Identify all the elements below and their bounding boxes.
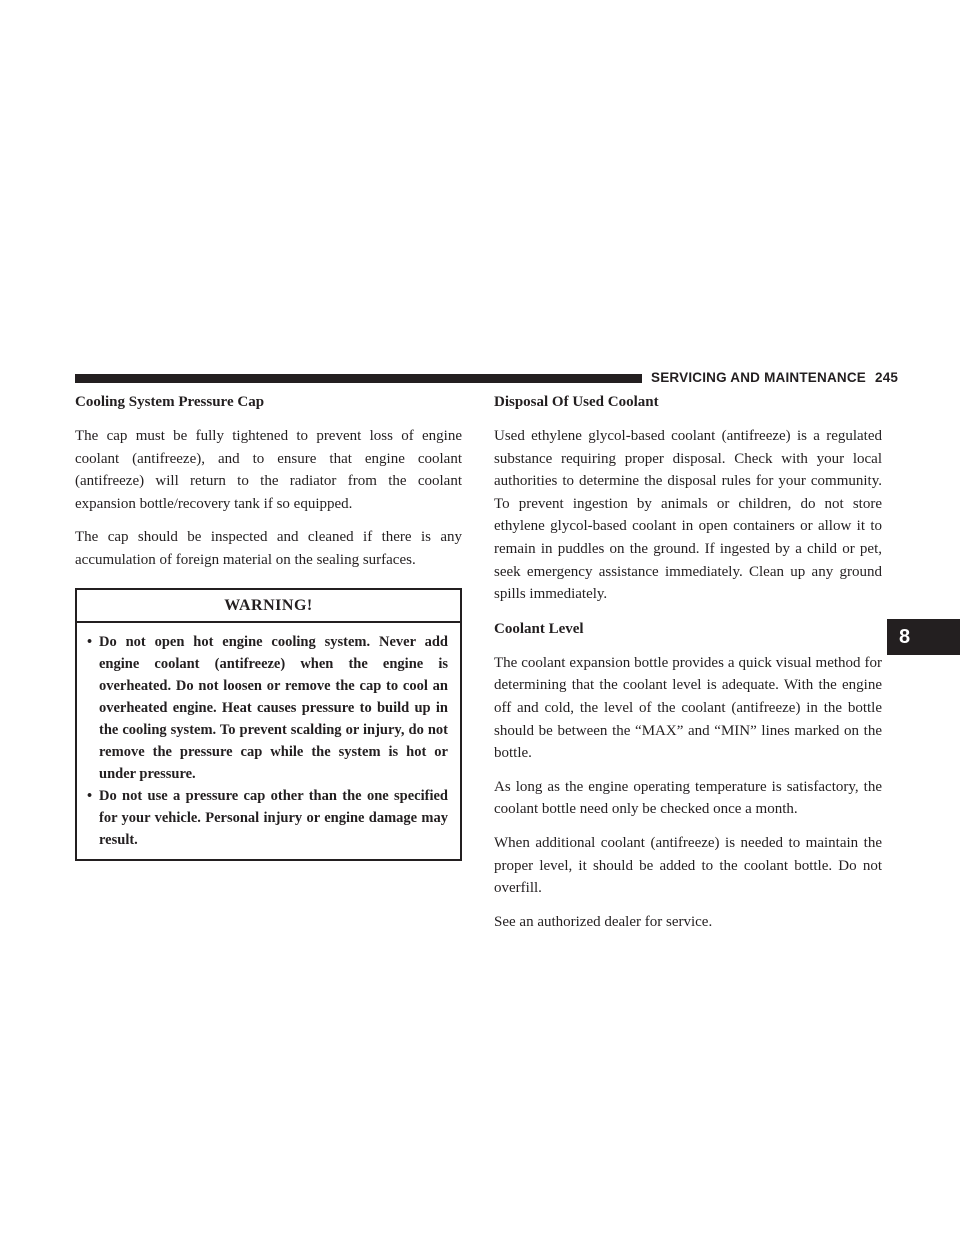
warning-list	[77, 623, 460, 859]
warning-item-text: Do not use a pressure cap other than the one specified for your vehicle. Personal injury or engine damage may result.	[99, 787, 448, 848]
warning-item	[89, 631, 448, 785]
section-title: SERVICING AND MAINTENANCE	[651, 370, 867, 385]
bullet-icon: •	[87, 633, 93, 650]
paragraph: The cap should be inspected and cleaned if there is any accumulation of foreign material on the sealing surfaces.	[75, 529, 462, 568]
bullet-icon: •	[87, 787, 93, 804]
warning-item	[89, 785, 448, 851]
heading-disposal: Disposal Of Used Coolant	[494, 394, 659, 410]
warning-title: WARNING!	[77, 590, 460, 623]
warning-item-text: Do not open hot engine cooling system. Never add engine coolant (antifreeze) when the engine is overheated. Do not loosen or remove the cap to cool an overheated engine. Heat causes pressure to build up in the cooling system. To prevent scalding or injury, do not remove the pressure cap while the system is hot or under pressure.	[99, 633, 448, 782]
page-number: 245	[875, 370, 899, 385]
paragraph: The coolant expansion bottle provides a quick visual method for determining that the coolant level is adequate. With the engine off and cold, the level of the coolant (antifreeze) in the bottle should be between the “MAX” and “MIN” lines marked on the bottle.	[494, 654, 882, 762]
left-column	[75, 390, 462, 861]
paragraph: The cap must be fully tightened to prevent loss of engine coolant (antifreeze), and to ensure that engine coolant (antifreeze) will return to the radiator from the coolant expansion bottle/recovery tank if so equipped.	[75, 428, 462, 512]
warning-box	[75, 588, 462, 861]
heading-pressure-cap: Cooling System Pressure Cap	[75, 394, 265, 410]
header-rule	[75, 374, 642, 383]
paragraph: See an authorized dealer for service.	[494, 913, 713, 930]
heading-coolant-level: Coolant Level	[494, 620, 584, 637]
chapter-tab: 8	[887, 619, 960, 655]
paragraph: Used ethylene glycol-based coolant (antifreeze) is a regulated substance requiring proper disposal. Check with your local authorities to determine the disposal rules for your community. To prevent ingestion by animals or children, do not store ethylene glycol-based coolant in open containers or allow it to remain in puddles on the ground. If ingested by a child or pet, seek emergency assistance immediately. Clean up any ground spills immediately.	[494, 428, 882, 603]
paragraph: As long as the engine operating temperature is satisfactory, the coolant bottle need only be checked once a month.	[494, 778, 882, 818]
paragraph: When additional coolant (antifreeze) is needed to maintain the proper level, it should be added to the coolant bottle. Do not overfill.	[494, 834, 882, 897]
running-header	[651, 369, 898, 387]
right-column	[494, 390, 882, 944]
